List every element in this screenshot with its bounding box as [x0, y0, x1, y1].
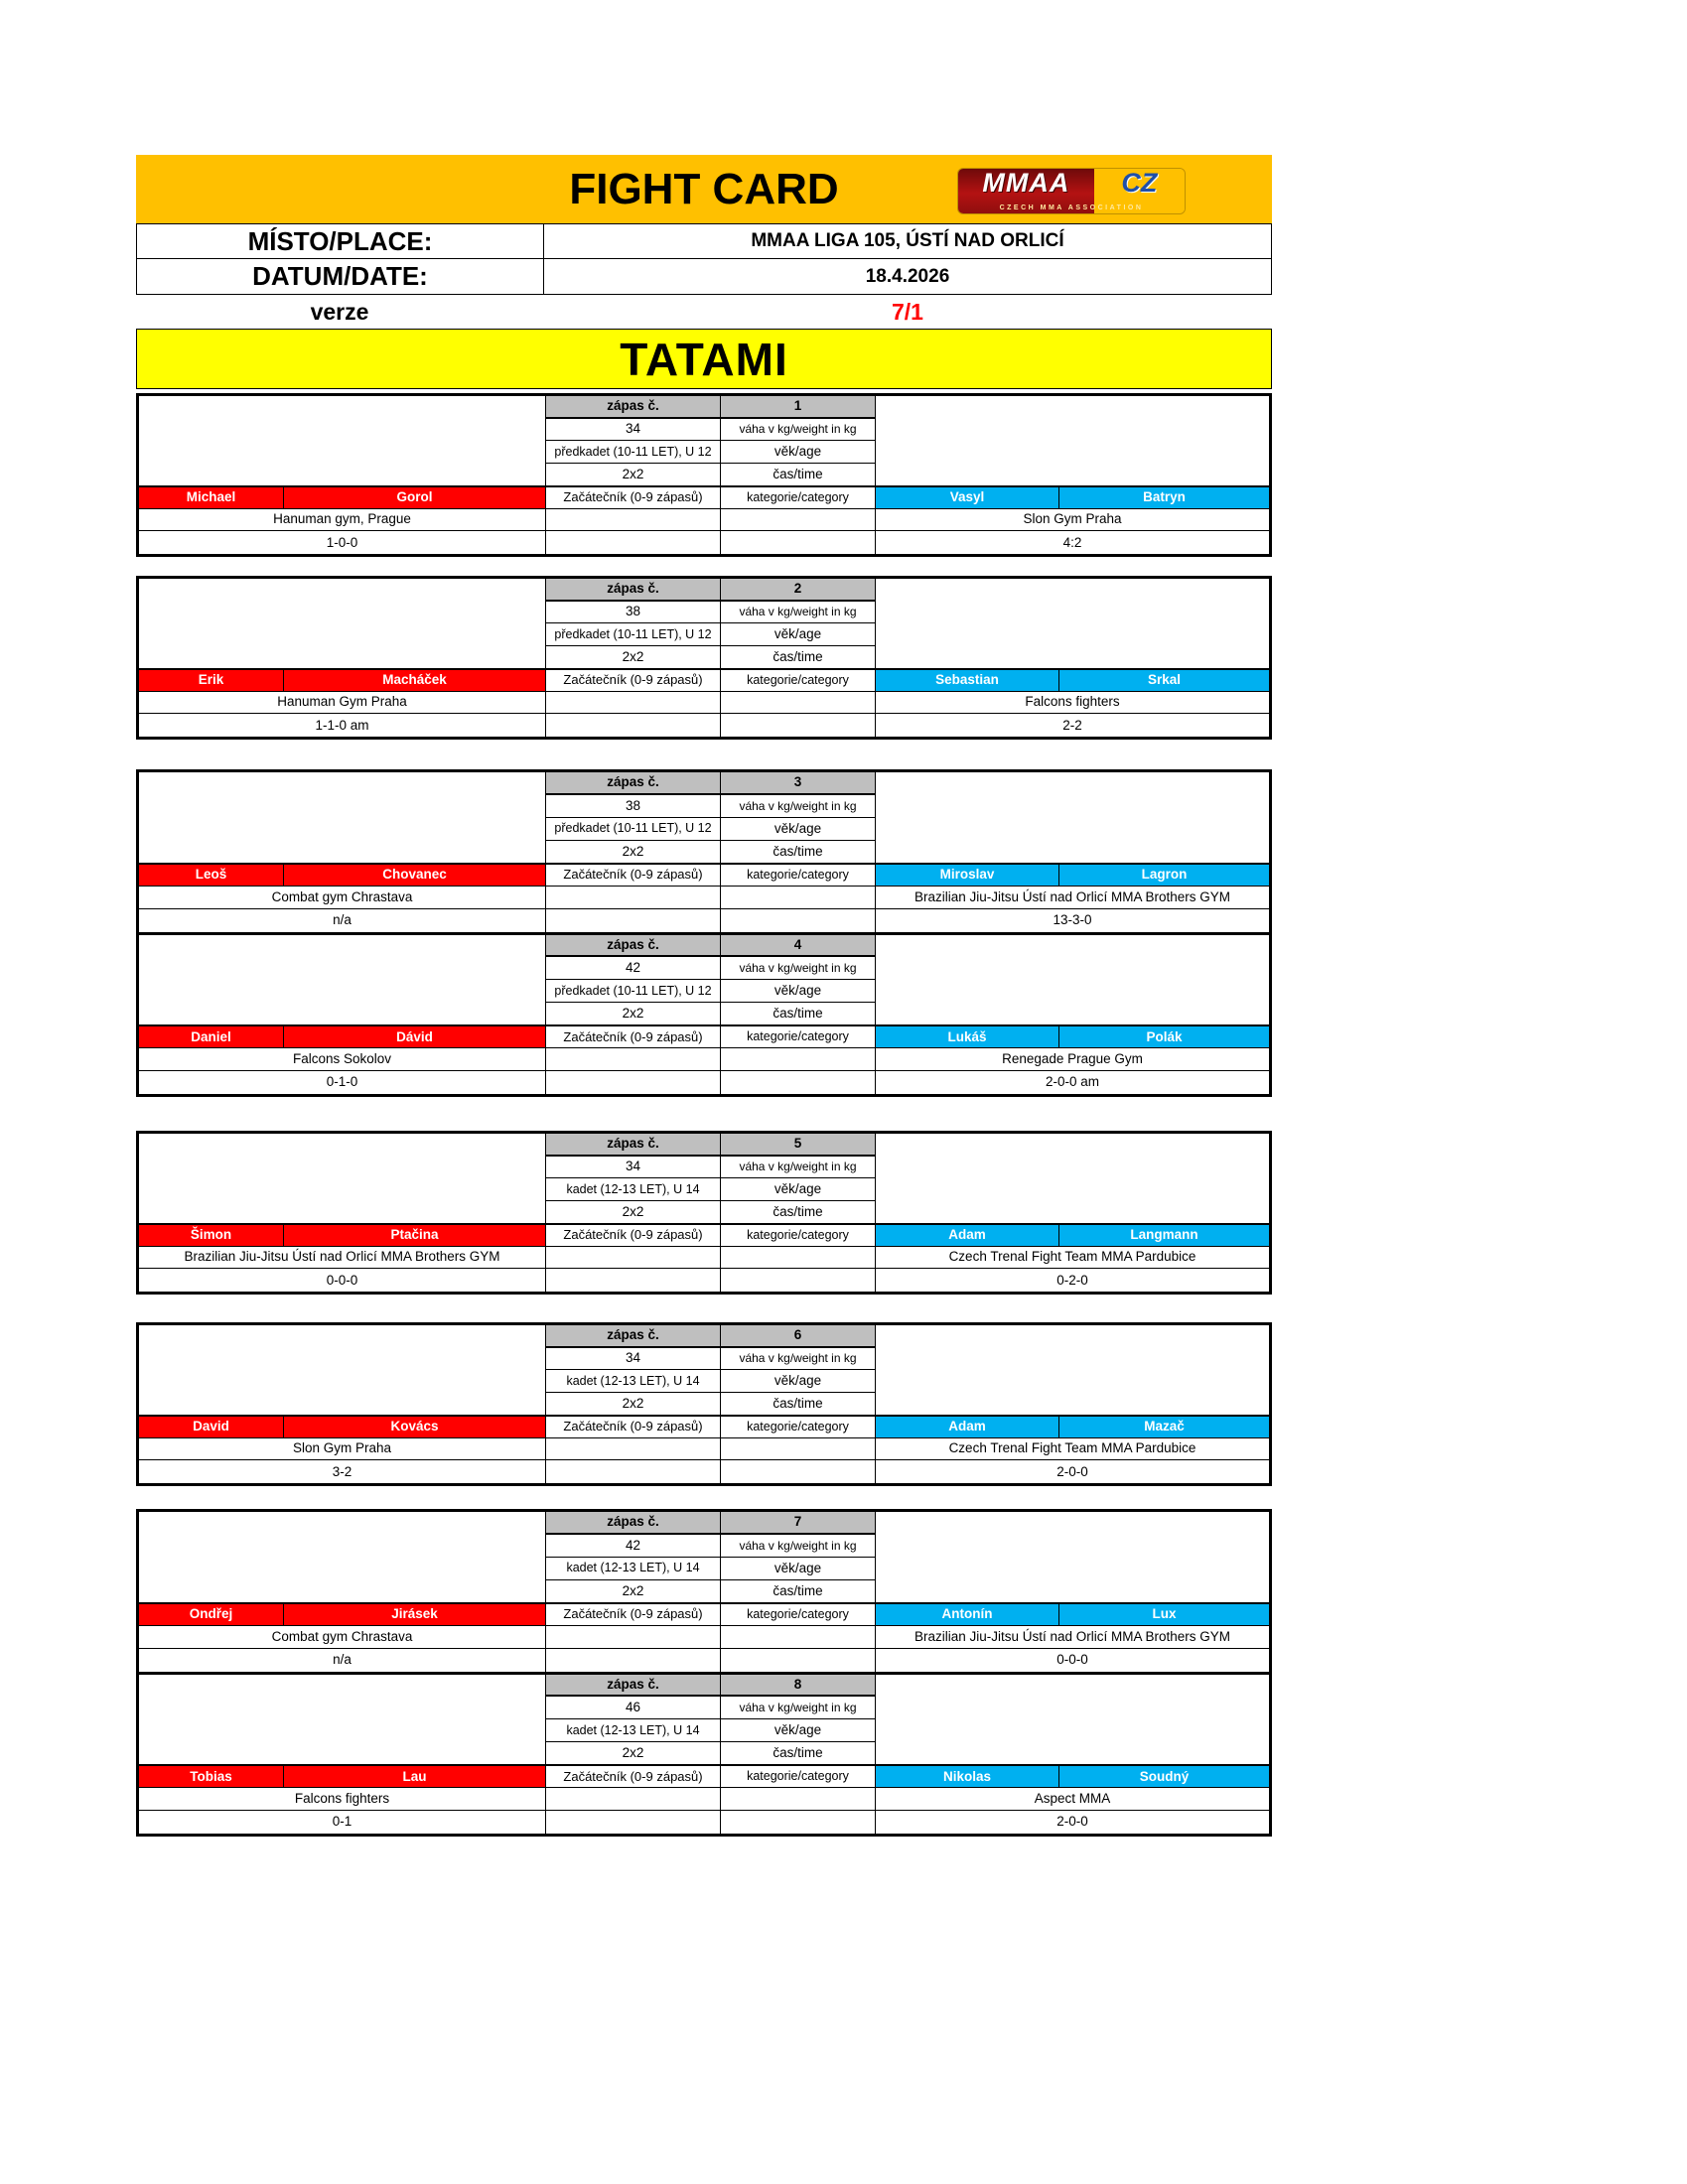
fight-block — [139, 932, 1269, 1095]
blue-fighter-record: 0-0-0 — [1056, 1651, 1088, 1667]
match-number-label: zápas č. — [546, 772, 721, 795]
skill-category-value: Začátečník (0-9 zápasů) — [546, 486, 721, 509]
red-fighter-first-name: Šimon — [139, 1224, 284, 1247]
red-fighter-record: n/a — [139, 909, 546, 932]
weight-value: 38 — [546, 602, 721, 624]
blue-empty-area — [876, 579, 1269, 669]
category-label: kategorie/category — [721, 1025, 876, 1048]
place-label: MÍSTO/PLACE: — [137, 224, 544, 259]
skill-category-value: Začátečník (0-9 zápasů) — [546, 669, 721, 692]
time-value: 2x2 — [546, 1580, 721, 1603]
blue-fighter-last-name: Srkal — [1059, 669, 1269, 692]
blue-fighter-gym: Brazilian Jiu-Jitsu Ústí nad Orlicí MMA Brothers GYM — [876, 887, 1269, 909]
age-label: věk/age — [721, 980, 876, 1003]
blue-fighter-first-name: Antonín — [876, 1603, 1059, 1626]
date-label: DATUM/DATE: — [137, 259, 544, 294]
blue-empty-area — [876, 396, 1269, 486]
section-title: TATAMI — [620, 333, 788, 385]
red-fighter-first-name: Leoš — [139, 864, 284, 887]
match-number-value: 1 — [721, 396, 876, 419]
red-fighter-gym: Falcons Sokolov — [139, 1048, 546, 1071]
empty-cell — [546, 692, 721, 715]
blue-fighter-first-name: Nikolas — [876, 1765, 1059, 1788]
weight-label: váha v kg/weight in kg — [721, 419, 876, 442]
age-label: věk/age — [721, 1719, 876, 1742]
empty-cell — [546, 1048, 721, 1071]
age-label: věk/age — [721, 1370, 876, 1393]
weight-value: 34 — [546, 1348, 721, 1371]
age-label: věk/age — [721, 1178, 876, 1201]
red-fighter-last-name: Ptačina — [284, 1224, 546, 1247]
red-fighter-record: 3-2 — [139, 1460, 546, 1483]
match-number-label: zápas č. — [546, 1512, 721, 1535]
skill-category-value: Začátečník (0-9 zápasů) — [546, 1416, 721, 1438]
time-value: 2x2 — [546, 1742, 721, 1765]
empty-cell — [546, 1788, 721, 1811]
match-number-label: zápas č. — [546, 935, 721, 958]
red-fighter-last-name: Dávid — [284, 1025, 546, 1048]
age-group-value: předkadet (10-11 LET), U 12 — [546, 441, 721, 464]
weight-label: váha v kg/weight in kg — [721, 1348, 876, 1371]
fight-block — [139, 1672, 1269, 1835]
red-fighter-last-name: Kovács — [284, 1416, 546, 1438]
place-value: MMAA LIGA 105, ÚSTÍ NAD ORLICÍ — [544, 224, 1271, 259]
empty-cell — [721, 887, 876, 909]
weight-label: váha v kg/weight in kg — [721, 795, 876, 818]
skill-category-value: Začátečník (0-9 zápasů) — [546, 864, 721, 887]
blue-fighter-record: 13-3-0 — [1053, 911, 1092, 927]
match-number-label: zápas č. — [546, 1134, 721, 1157]
time-label: čas/time — [721, 1393, 876, 1416]
empty-cell — [721, 1460, 876, 1483]
time-value: 2x2 — [546, 1003, 721, 1025]
red-empty-area — [139, 396, 546, 486]
age-label: věk/age — [721, 1558, 876, 1580]
time-value: 2x2 — [546, 646, 721, 669]
empty-cell — [721, 1438, 876, 1461]
empty-cell — [721, 909, 876, 932]
match-number-label: zápas č. — [546, 1325, 721, 1348]
red-fighter-first-name: David — [139, 1416, 284, 1438]
empty-cell — [546, 531, 721, 554]
logo-cz-text: CZ — [1121, 169, 1158, 198]
time-value: 2x2 — [546, 1393, 721, 1416]
blue-fighter-first-name: Lukáš — [876, 1025, 1059, 1048]
blue-fighter-gym: Slon Gym Praha — [876, 509, 1269, 532]
empty-cell — [546, 1247, 721, 1270]
weight-value: 42 — [546, 1535, 721, 1558]
weight-value: 34 — [546, 419, 721, 442]
empty-cell — [721, 1269, 876, 1292]
blue-fighter-gym: Falcons fighters — [876, 692, 1269, 715]
red-fighter-record: 0-0-0 — [139, 1269, 546, 1292]
blue-fighter-last-name: Batryn — [1059, 486, 1269, 509]
blue-empty-area — [876, 1512, 1269, 1603]
blue-fighter-last-name: Mazač — [1059, 1416, 1269, 1438]
time-value: 2x2 — [546, 841, 721, 864]
age-group-value: kadet (12-13 LET), U 14 — [546, 1719, 721, 1742]
version-row — [136, 295, 1272, 329]
blue-fighter-last-name: Langmann — [1059, 1224, 1269, 1247]
blue-fighter-gym: Aspect MMA — [876, 1788, 1269, 1811]
weight-label: váha v kg/weight in kg — [721, 957, 876, 980]
logo-caption: CZECH MMA ASSOCIATION — [999, 205, 1144, 211]
red-fighter-gym: Combat gym Chrastava — [139, 1626, 546, 1649]
empty-cell — [546, 1460, 721, 1483]
age-group-value: předkadet (10-11 LET), U 12 — [546, 623, 721, 646]
blue-fighter-record: 2-2 — [1062, 717, 1082, 733]
blue-empty-area — [876, 772, 1269, 864]
empty-cell — [546, 1269, 721, 1292]
red-fighter-last-name: Gorol — [284, 486, 546, 509]
match-number-label: zápas č. — [546, 1675, 721, 1698]
fight-block — [139, 772, 1269, 932]
empty-cell — [721, 714, 876, 737]
date-value: 18.4.2026 — [865, 265, 950, 287]
match-number-value: 3 — [721, 772, 876, 795]
time-label: čas/time — [721, 1201, 876, 1224]
blue-empty-area — [876, 935, 1269, 1026]
age-group-value: kadet (12-13 LET), U 14 — [546, 1558, 721, 1580]
time-label: čas/time — [721, 1003, 876, 1025]
weight-value: 34 — [546, 1157, 721, 1179]
red-empty-area — [139, 1325, 546, 1416]
time-label: čas/time — [721, 1580, 876, 1603]
time-value: 2x2 — [546, 464, 721, 486]
empty-cell — [721, 1649, 876, 1672]
category-label: kategorie/category — [721, 1224, 876, 1247]
blue-fighter-record: 4:2 — [1062, 534, 1082, 550]
blue-fighter-record: 2-0-0 am — [1045, 1074, 1100, 1090]
red-fighter-record: n/a — [139, 1649, 546, 1672]
empty-cell — [546, 1626, 721, 1649]
red-empty-area — [139, 1134, 546, 1224]
red-fighter-gym: Brazilian Jiu-Jitsu Ústí nad Orlicí MMA Brothers GYM — [139, 1247, 546, 1270]
logo-mmaa-text: MMAA — [982, 169, 1070, 198]
red-fighter-gym: Hanuman gym, Prague — [139, 509, 546, 532]
empty-cell — [546, 909, 721, 932]
weight-label: váha v kg/weight in kg — [721, 1535, 876, 1558]
weight-label: váha v kg/weight in kg — [721, 1697, 876, 1719]
weight-value: 46 — [546, 1697, 721, 1719]
age-group-value: předkadet (10-11 LET), U 12 — [546, 980, 721, 1003]
category-label: kategorie/category — [721, 1765, 876, 1788]
time-label: čas/time — [721, 464, 876, 486]
blue-fighter-last-name: Polák — [1059, 1025, 1269, 1048]
empty-cell — [721, 1048, 876, 1071]
red-fighter-last-name: Macháček — [284, 669, 546, 692]
blue-fighter-last-name: Soudný — [1059, 1765, 1269, 1788]
match-number-value: 2 — [721, 579, 876, 602]
match-number-value: 6 — [721, 1325, 876, 1348]
empty-cell — [721, 692, 876, 715]
red-fighter-record: 1-0-0 — [139, 531, 546, 554]
blue-fighter-first-name: Vasyl — [876, 486, 1059, 509]
red-fighter-record: 0-1 — [139, 1811, 546, 1834]
red-fighter-first-name: Ondřej — [139, 1603, 284, 1626]
red-fighter-first-name: Erik — [139, 669, 284, 692]
age-label: věk/age — [721, 441, 876, 464]
age-group-value: kadet (12-13 LET), U 14 — [546, 1370, 721, 1393]
empty-cell — [546, 1811, 721, 1834]
fight-group — [136, 393, 1272, 557]
fight-card-sheet — [136, 155, 1272, 1892]
empty-cell — [546, 509, 721, 532]
weight-value: 38 — [546, 795, 721, 818]
blue-empty-area — [876, 1325, 1269, 1416]
fight-group — [136, 1131, 1272, 1295]
red-fighter-gym: Hanuman Gym Praha — [139, 692, 546, 715]
blue-empty-area — [876, 1675, 1269, 1766]
red-fighter-record: 0-1-0 — [139, 1071, 546, 1094]
fight-block — [139, 579, 1269, 737]
empty-cell — [546, 1649, 721, 1672]
empty-cell — [721, 1788, 876, 1811]
event-info-table — [136, 223, 1272, 295]
fight-block — [139, 1134, 1269, 1292]
match-number-value: 7 — [721, 1512, 876, 1535]
version-value: 7/1 — [892, 298, 923, 325]
blue-empty-area — [876, 1134, 1269, 1224]
red-fighter-first-name: Daniel — [139, 1025, 284, 1048]
fight-group — [136, 1509, 1272, 1837]
blue-fighter-last-name: Lagron — [1059, 864, 1269, 887]
blue-fighter-record: 2-0-0 — [1056, 1463, 1088, 1479]
category-label: kategorie/category — [721, 669, 876, 692]
match-number-value: 4 — [721, 935, 876, 958]
fight-group — [136, 769, 1272, 1097]
red-fighter-gym: Falcons fighters — [139, 1788, 546, 1811]
age-label: věk/age — [721, 623, 876, 646]
tatami-band — [136, 329, 1272, 389]
empty-cell — [546, 714, 721, 737]
red-fighter-first-name: Tobias — [139, 1765, 284, 1788]
skill-category-value: Začátečník (0-9 zápasů) — [546, 1603, 721, 1626]
match-number-value: 8 — [721, 1675, 876, 1698]
blue-fighter-first-name: Sebastian — [876, 669, 1059, 692]
blue-fighter-first-name: Adam — [876, 1416, 1059, 1438]
blue-fighter-record: 2-0-0 — [1056, 1814, 1088, 1830]
red-fighter-record: 1-1-0 am — [139, 714, 546, 737]
red-fighter-gym: Slon Gym Praha — [139, 1438, 546, 1461]
blue-fighter-gym: Czech Trenal Fight Team MMA Pardubice — [876, 1438, 1269, 1461]
empty-cell — [721, 531, 876, 554]
blue-fighter-first-name: Adam — [876, 1224, 1059, 1247]
category-label: kategorie/category — [721, 1603, 876, 1626]
weight-label: váha v kg/weight in kg — [721, 602, 876, 624]
age-label: věk/age — [721, 818, 876, 841]
fight-group — [136, 1322, 1272, 1486]
category-label: kategorie/category — [721, 1416, 876, 1438]
time-label: čas/time — [721, 841, 876, 864]
empty-cell — [721, 509, 876, 532]
age-group-value: předkadet (10-11 LET), U 12 — [546, 818, 721, 841]
red-empty-area — [139, 935, 546, 1026]
empty-cell — [721, 1811, 876, 1834]
time-value: 2x2 — [546, 1201, 721, 1224]
red-fighter-last-name: Jirásek — [284, 1603, 546, 1626]
mmaa-cz-logo — [958, 169, 1185, 213]
blue-fighter-record: 0-2-0 — [1056, 1272, 1088, 1288]
fight-block — [139, 1325, 1269, 1483]
fight-group — [136, 576, 1272, 740]
empty-cell — [721, 1626, 876, 1649]
empty-cell — [546, 887, 721, 909]
red-fighter-first-name: Michael — [139, 486, 284, 509]
blue-fighter-gym: Renegade Prague Gym — [876, 1048, 1269, 1071]
page-title: FIGHT CARD — [569, 164, 839, 213]
red-fighter-gym: Combat gym Chrastava — [139, 887, 546, 909]
red-empty-area — [139, 772, 546, 864]
blue-fighter-first-name: Miroslav — [876, 864, 1059, 887]
fight-card-band — [136, 155, 1272, 223]
time-label: čas/time — [721, 646, 876, 669]
fight-block — [139, 396, 1269, 554]
category-label: kategorie/category — [721, 864, 876, 887]
red-empty-area — [139, 1512, 546, 1603]
blue-fighter-gym: Brazilian Jiu-Jitsu Ústí nad Orlicí MMA Brothers GYM — [876, 1626, 1269, 1649]
match-number-value: 5 — [721, 1134, 876, 1157]
category-label: kategorie/category — [721, 486, 876, 509]
red-empty-area — [139, 1675, 546, 1766]
blue-fighter-gym: Czech Trenal Fight Team MMA Pardubice — [876, 1247, 1269, 1270]
red-empty-area — [139, 579, 546, 669]
empty-cell — [546, 1071, 721, 1094]
red-fighter-last-name: Lau — [284, 1765, 546, 1788]
age-group-value: kadet (12-13 LET), U 14 — [546, 1178, 721, 1201]
match-number-label: zápas č. — [546, 396, 721, 419]
weight-label: váha v kg/weight in kg — [721, 1157, 876, 1179]
empty-cell — [721, 1247, 876, 1270]
version-label: verze — [310, 298, 369, 325]
empty-cell — [546, 1438, 721, 1461]
skill-category-value: Začátečník (0-9 zápasů) — [546, 1765, 721, 1788]
match-number-label: zápas č. — [546, 579, 721, 602]
red-fighter-last-name: Chovanec — [284, 864, 546, 887]
skill-category-value: Začátečník (0-9 zápasů) — [546, 1224, 721, 1247]
blue-fighter-last-name: Lux — [1059, 1603, 1269, 1626]
fight-block — [139, 1512, 1269, 1672]
empty-cell — [721, 1071, 876, 1094]
skill-category-value: Začátečník (0-9 zápasů) — [546, 1025, 721, 1048]
weight-value: 42 — [546, 957, 721, 980]
time-label: čas/time — [721, 1742, 876, 1765]
